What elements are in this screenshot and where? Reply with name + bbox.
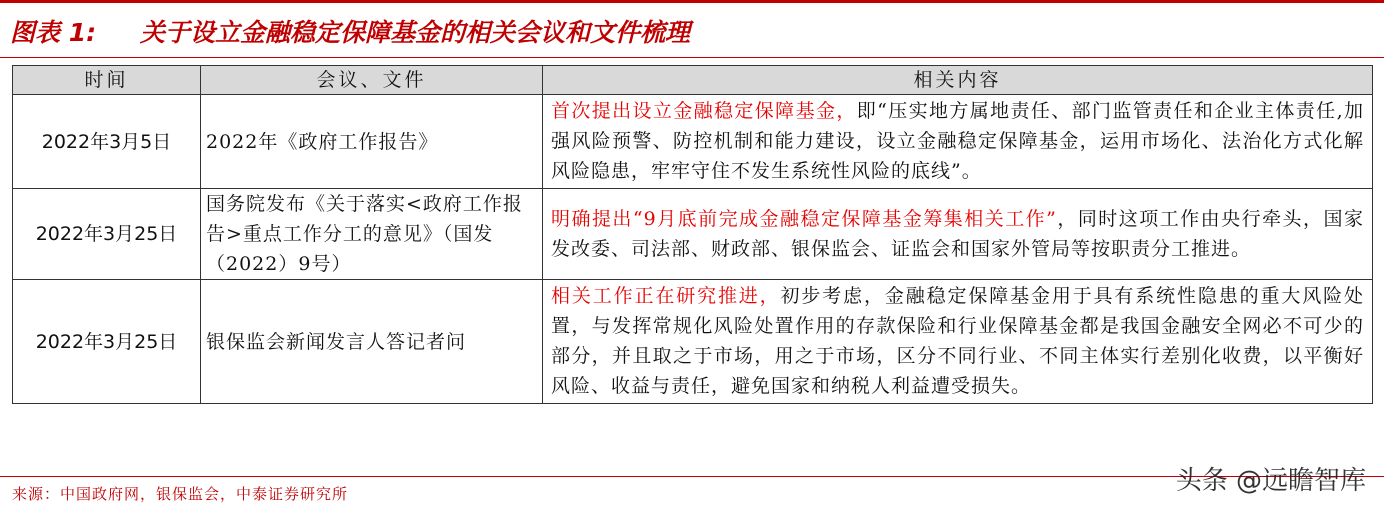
row-document: 2022年《政府工作报告》 [201, 95, 543, 189]
row-date: 2022年3月25日 [13, 189, 201, 280]
row-highlight: 相关工作正在研究推进， [551, 285, 781, 307]
row-content [543, 189, 1373, 280]
row-date: 2022年3月25日 [13, 280, 201, 404]
figure-title: 关于设立金融稳定保障基金的相关会议和文件梳理 [140, 18, 691, 47]
table-row [13, 95, 1373, 189]
column-header-content: 相关内容 [543, 66, 1373, 95]
row-highlight: 首次提出设立金融稳定保障基金， [551, 100, 857, 122]
table-row [13, 280, 1373, 404]
row-document: 国务院发布《关于落实<政府工作报告>重点工作分工的意见》（国发（2022）9号） [201, 189, 543, 280]
column-header-document: 会议、文件 [201, 66, 543, 95]
meetings-table [12, 65, 1373, 404]
table-row [13, 189, 1373, 280]
table-header-row [13, 66, 1373, 95]
row-highlight: 明确提出“9月底前完成金融稳定保障基金筹集相关工作” [551, 207, 1057, 230]
row-content-text: 初步考虑，金融稳定保障基金用于具有系统性隐患的重大风险处置，与发挥常规化风险处置作用的存款保险和行业保障基金都是我国金融安全网必不可少的部分，并且取之于市场，用之于市场，区分不同行业、不同主体实行差别化收费，以平衡好风险、收益与责任，避免国家和纳税人利益遭受损失。 [551, 285, 1364, 397]
title-bar [0, 0, 1384, 58]
row-content [543, 95, 1373, 189]
row-content-text: ，同时这项工作由央行牵头，国家发改委、司法部、财政部、银保监会、证监会和国家外管局等按职责分工推进。 [551, 207, 1364, 260]
row-date: 2022年3月5日 [13, 95, 201, 189]
column-header-time: 时间 [13, 66, 201, 95]
row-content-text: 即“压实地方属地责任、部门监管责任和企业主体责任,加强风险预警、防控机制和能力建设，设立金融稳定保障基金，运用市场化、法治化方式化解风险隐患，牢牢守住不发生系统性风险的底线”。 [551, 100, 1364, 182]
figure-label: 图表 1: [10, 18, 97, 47]
row-content [543, 280, 1373, 404]
watermark: 头条 @远瞻智库 [1175, 466, 1366, 496]
source-note: 来源：中国政府网，银保监会，中泰证券研究所 [12, 485, 349, 503]
row-document: 银保监会新闻发言人答记者问 [201, 280, 543, 404]
